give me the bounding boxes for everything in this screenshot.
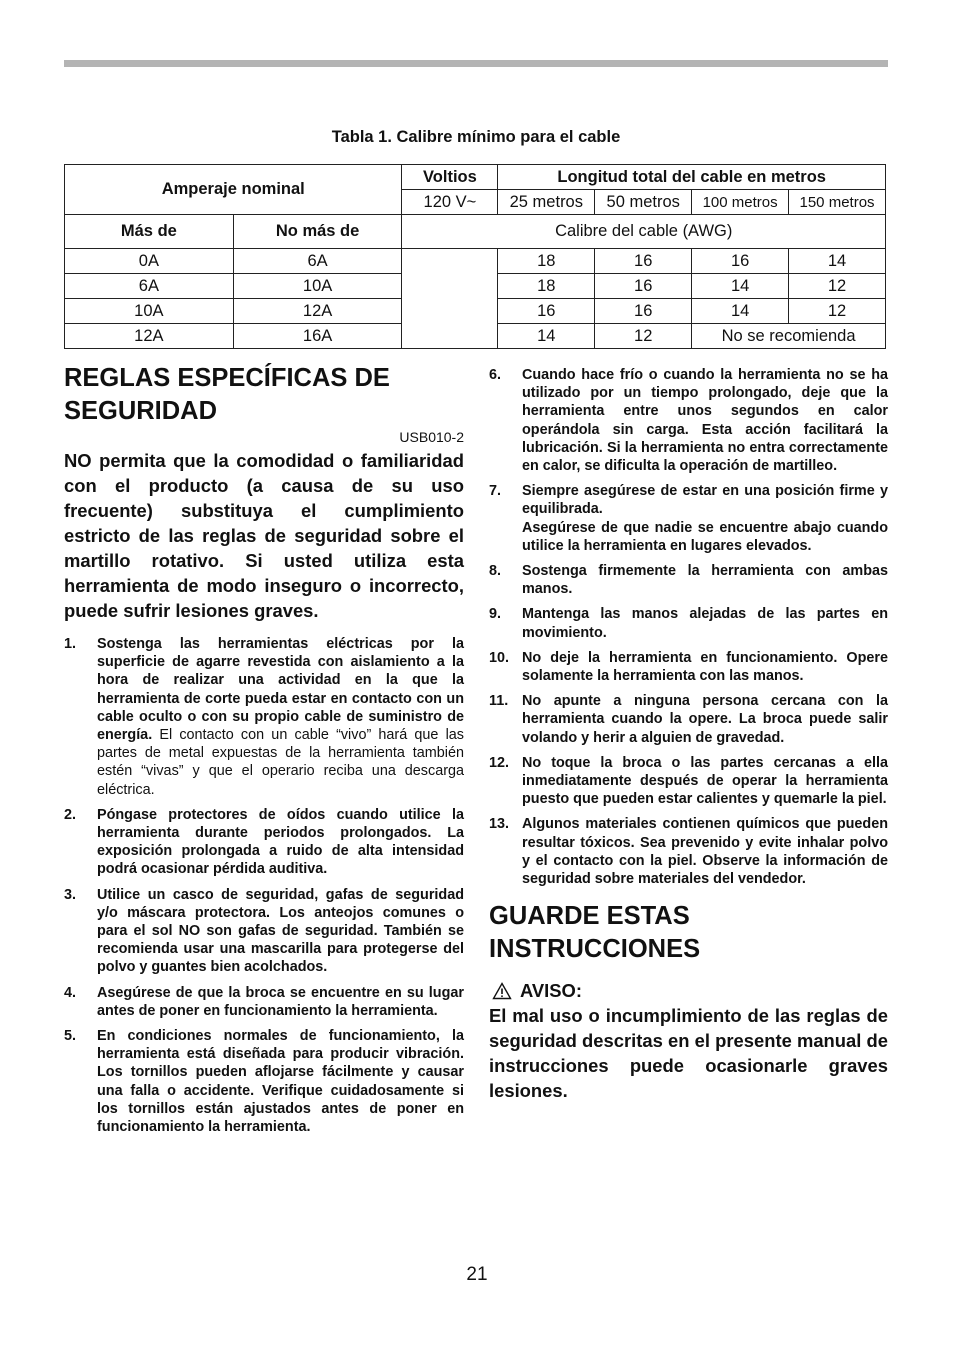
table-row bbox=[65, 249, 886, 274]
cell-to: 6A bbox=[233, 249, 402, 274]
item-text: No apunte a ninguna persona cercana con la herramienta cuando la opere. La broca puede salir volando y herir a alguien de gravedad. bbox=[522, 693, 888, 746]
voltage-cell: 120 V~ bbox=[402, 190, 498, 215]
item-sub-text: Asegúrese de que nadie se encuentre abajo cuando utilice la herramienta en lugares elevados. bbox=[522, 519, 888, 554]
gauge-cell: 12 bbox=[595, 324, 692, 349]
section-heading-guarde bbox=[489, 900, 888, 965]
list-item bbox=[489, 562, 888, 598]
cell-to: 12A bbox=[233, 299, 402, 324]
list-item bbox=[489, 692, 888, 747]
aviso-label: AVISO: bbox=[520, 980, 582, 1002]
item-text: Póngase protectores de oídos cuando utilice la herramienta durante periodos prolongados. La exposición prolongada a ruido de alta intensidad podrá ocasionar pérdida auditiva. bbox=[97, 806, 464, 878]
list-item bbox=[489, 366, 888, 475]
item-text: Asegúrese de que la broca se encuentre en su lugar antes de poner en funcionamiento la herramienta. bbox=[97, 984, 464, 1019]
table-title: Tabla 1. Calibre mínimo para el cable bbox=[331, 128, 621, 146]
list-item bbox=[64, 1027, 464, 1136]
gauge-cell: 14 bbox=[692, 274, 789, 299]
not-recommended-cell: No se recomienda bbox=[692, 324, 886, 349]
item-number: 7. bbox=[489, 483, 502, 500]
heading-line: INSTRUCCIONES bbox=[489, 934, 701, 963]
gauge-cell: 18 bbox=[498, 249, 595, 274]
item-text bbox=[97, 635, 464, 799]
item-text: No toque la broca o las partes cercanas a ella inmediatamente después de operar la herramienta puesto que pueden estar calientes y quemarle la piel. bbox=[522, 754, 888, 808]
page-number: 21 bbox=[466, 1264, 488, 1285]
item-bold-text: Sostenga las herramientas eléctricas por la superficie de agarre revestida con aislamiento a la hora de realizar una actividad en la que la herramienta de corte pueda estar en contacto con un cable oculto o con su propio cable de suministro de energía. bbox=[97, 636, 464, 744]
header-longitud: Longitud total del cable en metros bbox=[498, 165, 886, 190]
length-cell: 50 metros bbox=[595, 190, 692, 215]
header-voltios: Voltios bbox=[402, 165, 498, 190]
lead-warning: NO permita que la comodidad o familiaridad con el producto (a causa de su uso frecuente) substituya el cumplimiento estricto de las reglas de seguridad sobre el martillo rotativo. Si usted utiliza esta herramienta de modo inseguro o incorrecto, puede sufrir lesiones graves. bbox=[64, 450, 464, 621]
header-amperaje: Amperaje nominal bbox=[65, 165, 402, 215]
gauge-cell: 12 bbox=[789, 274, 886, 299]
aviso-text: El mal uso o incumplimiento de las reglas de seguridad descritas en el presente manual de instrucciones puede ocasionarle graves lesiones. bbox=[489, 1005, 888, 1102]
gauge-cell: 18 bbox=[498, 274, 595, 299]
gauge-cell: 16 bbox=[692, 249, 789, 274]
item-number: 9. bbox=[489, 606, 502, 623]
item-text bbox=[522, 482, 888, 555]
header-no-mas-de: No más de bbox=[233, 215, 402, 249]
list-item bbox=[64, 984, 464, 1020]
item-number: 13. bbox=[489, 816, 510, 833]
item-normal-text: El contacto con un cable “vivo” hará que las partes de metal expuestas de la herramienta también estén “vivas” y que el operario reciba una descarga eléctrica. bbox=[97, 727, 464, 798]
item-number: 2. bbox=[64, 806, 77, 823]
item-text: Algunos materiales contienen químicos que pueden resultar tóxicos. Sea prevenido y evite inhalar polvo y el contacto con la piel. Observe la información de seguridad sobre materiales del vendedor. bbox=[522, 816, 888, 888]
gauge-cell: 16 bbox=[595, 299, 692, 324]
item-number: 1. bbox=[64, 636, 77, 652]
item-number: 11. bbox=[489, 693, 509, 710]
header-mas-de: Más de bbox=[65, 215, 234, 249]
rules-list-right bbox=[489, 366, 888, 888]
cell-from: 12A bbox=[65, 324, 234, 349]
empty-voltage-cell bbox=[402, 249, 498, 349]
gauge-cell: 16 bbox=[595, 274, 692, 299]
left-column bbox=[64, 362, 464, 1143]
warning-triangle-icon bbox=[492, 982, 512, 1000]
item-main-text: Siempre asegúrese de estar en una posición firme y equilibrada. bbox=[522, 483, 888, 518]
gauge-cell: 14 bbox=[789, 249, 886, 274]
list-item bbox=[489, 754, 888, 809]
header-calibre: Calibre del cable (AWG) bbox=[402, 215, 886, 249]
item-text: Mantenga las manos alejadas de las partes en movimiento. bbox=[522, 606, 888, 641]
list-item bbox=[64, 806, 464, 879]
list-item bbox=[489, 815, 888, 888]
item-number: 10. bbox=[489, 649, 510, 666]
item-text: En condiciones normales de funcionamiento, la herramienta está diseñada para producir vibración. Los tornillos pueden aflojarse fácilmente y causar una falla o accidente. Verifique cuidadosamente si los tornillos están ajustados antes de poner en funcionamiento la herramienta. bbox=[97, 1028, 464, 1136]
rules-list-left bbox=[64, 635, 464, 1136]
item-number: 5. bbox=[64, 1028, 77, 1045]
aviso-label-row bbox=[489, 979, 888, 1003]
length-cell: 100 metros bbox=[692, 190, 789, 215]
gauge-cell: 16 bbox=[595, 249, 692, 274]
item-text: Utilice un casco de seguridad, gafas de seguridad y/o máscara protectora. Los anteojos comunes o para el sol NO son gafas de seguridad. También se recomienda usar una mascarilla para protegerse del polvo y guantes bien acolchados. bbox=[97, 886, 464, 976]
gauge-cell: 14 bbox=[692, 299, 789, 324]
cable-gauge-table bbox=[64, 164, 886, 349]
heading-line: REGLAS ESPECÍFICAS DE bbox=[64, 364, 390, 392]
item-text: No deje la herramienta en funcionamiento. Opere solamente la herramienta con las manos. bbox=[522, 649, 888, 685]
cell-to: 10A bbox=[233, 274, 402, 299]
cell-to: 16A bbox=[233, 324, 402, 349]
list-item bbox=[489, 649, 888, 685]
item-number: 3. bbox=[64, 886, 77, 903]
length-cell: 150 metros bbox=[789, 190, 886, 215]
right-column bbox=[489, 366, 888, 1103]
cell-from: 0A bbox=[65, 249, 234, 274]
heading-line: GUARDE ESTAS bbox=[489, 902, 690, 931]
list-item bbox=[64, 635, 464, 799]
header-rule bbox=[64, 60, 888, 67]
document-code: USB010-2 bbox=[399, 429, 464, 445]
list-item bbox=[489, 605, 888, 641]
gauge-cell: 12 bbox=[789, 299, 886, 324]
cell-from: 10A bbox=[65, 299, 234, 324]
section-heading-reglas bbox=[64, 362, 464, 427]
gauge-cell: 14 bbox=[498, 324, 595, 349]
item-number: 4. bbox=[64, 984, 77, 1001]
item-number: 12. bbox=[489, 754, 510, 771]
list-item bbox=[64, 886, 464, 977]
item-number: 8. bbox=[489, 563, 502, 580]
item-text: Sostenga firmemente la herramienta con ambas manos. bbox=[522, 563, 888, 598]
length-cell: 25 metros bbox=[498, 190, 595, 215]
heading-line: SEGURIDAD bbox=[64, 396, 218, 425]
gauge-cell: 16 bbox=[498, 299, 595, 324]
item-number: 6. bbox=[489, 367, 502, 383]
cell-from: 6A bbox=[65, 274, 234, 299]
item-text: Cuando hace frío o cuando la herramienta no se ha utilizado por un tiempo prolongado, deje que la herramienta entre unos segundos en calor operándola sin carga. Esta acción facilitará la lubricación. Si la herramienta no entra correctamente en calor, se dificulta la operación de martilleo. bbox=[522, 367, 888, 475]
list-item bbox=[489, 482, 888, 555]
